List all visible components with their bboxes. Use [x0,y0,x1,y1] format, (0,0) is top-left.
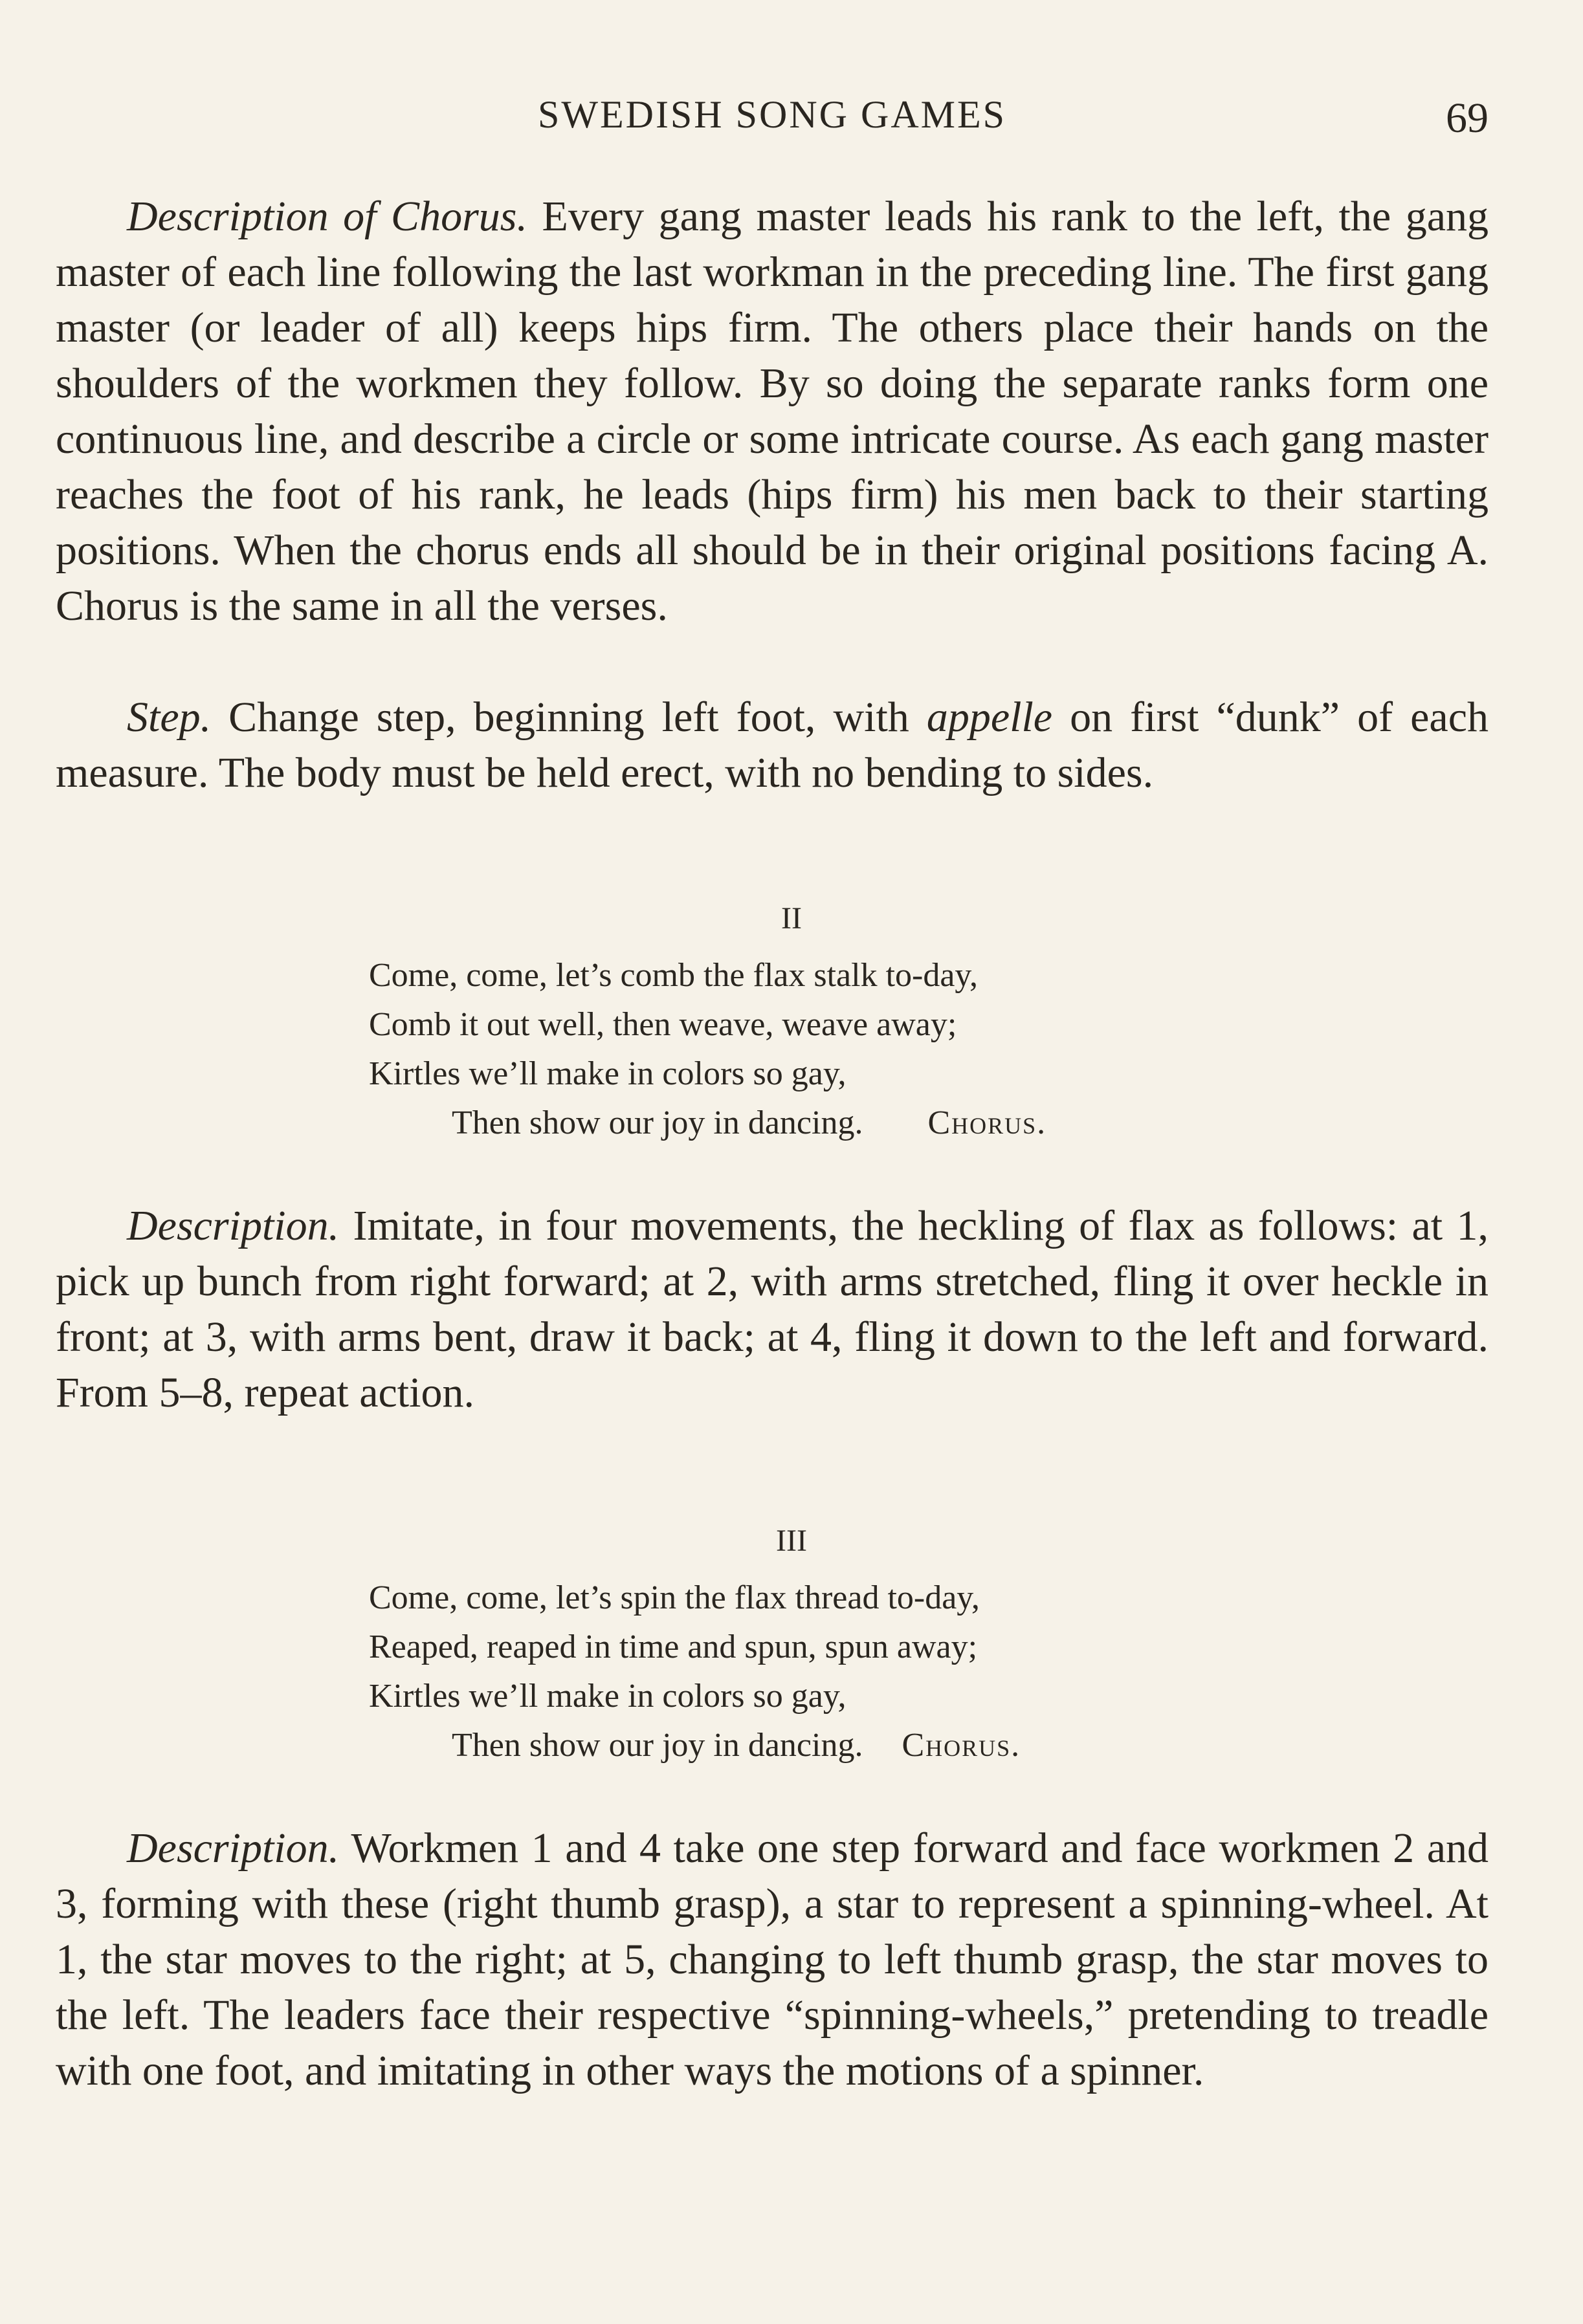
paragraph-chorus-description [56,189,1489,634]
paragraph-spinning-description [56,1821,1489,2099]
italic-term: appelle [926,694,1053,741]
verse-line: Kirtles we’ll make in colors so gay, [369,1678,847,1715]
verse-line: Kirtles we’ll make in colors so gay, [369,1055,847,1092]
chorus-marker: Chorus. [927,1104,1047,1141]
verse-block [369,951,1340,1148]
paragraph-step [56,690,1489,801]
verse-line: Comb it out well, then weave, weave away; [369,1006,957,1043]
paragraph-text: on first “dunk” of each measure. The body must be held erect, with no bending to sides. [56,694,1489,796]
verse-line-text: Then show our joy in dancing. [452,1104,863,1141]
verse-line [369,1099,1340,1148]
paragraph-label: Description. [127,1825,340,1872]
paragraph-text: Workmen 1 and 4 take one step forward and face workmen 2 and 3, forming with these (right thumb grasp), a star to represent a spinning-wheel. At 1, the star moves to the right; at 5, changing to left thumb grasp, the star moves to the left. The leaders face their respective “spinning-wheels,” pretending to treadle with one foot, and imitating in other ways the motions of a spinner. [56,1825,1489,2094]
running-title: SWEDISH SONG GAMES [537,93,1007,136]
page-number: 69 [1446,94,1489,142]
verse-number: II [781,901,802,936]
verse-block [369,1573,1340,1770]
verse-number: III [776,1524,807,1558]
paragraph-text: Imitate, in four movements, the heckling of flax as follows: at 1, pick up bunch from right forward; at 2, with arms stretched, fling it over heckle in front; at 3, with arms bent, draw it back; at 4, fling it down to the left and forward. From 5–8, repeat action. [56,1202,1489,1416]
chorus-marker: Chorus. [902,1727,1021,1764]
running-header [56,92,1489,142]
verse-line-text: Then show our joy in dancing. [452,1727,863,1764]
paragraph-label: Description. [127,1202,340,1249]
verse-line: Come, come, let’s spin the flax thread to-day, [369,1579,980,1616]
paragraph-label: Step. [127,694,212,741]
paragraph-text: Change step, beginning left foot, with [228,694,909,741]
paragraph-label: Description of Chorus. [127,193,527,240]
verse-line: Reaped, reaped in time and spun, spun away; [369,1628,978,1665]
verse-line [369,1721,1340,1770]
verse-line: Come, come, let’s comb the flax stalk to-day, [369,957,979,994]
paragraph-text: Every gang master leads his rank to the left, the gang master of each line following the last workman in the preceding line. The first gang master (or leader of all) keeps hips firm. The others place their hands on the shoulders of the workmen they follow. By so doing the separate ranks form one continuous line, and describe a circle or some intricate course. As each gang master reaches the foot of his rank, he leads (hips firm) his men back to their starting positions. When the chorus ends all should be in their original positions facing A. Chorus is the same in all the verses. [56,193,1489,630]
paragraph-heckling-description [56,1198,1489,1421]
